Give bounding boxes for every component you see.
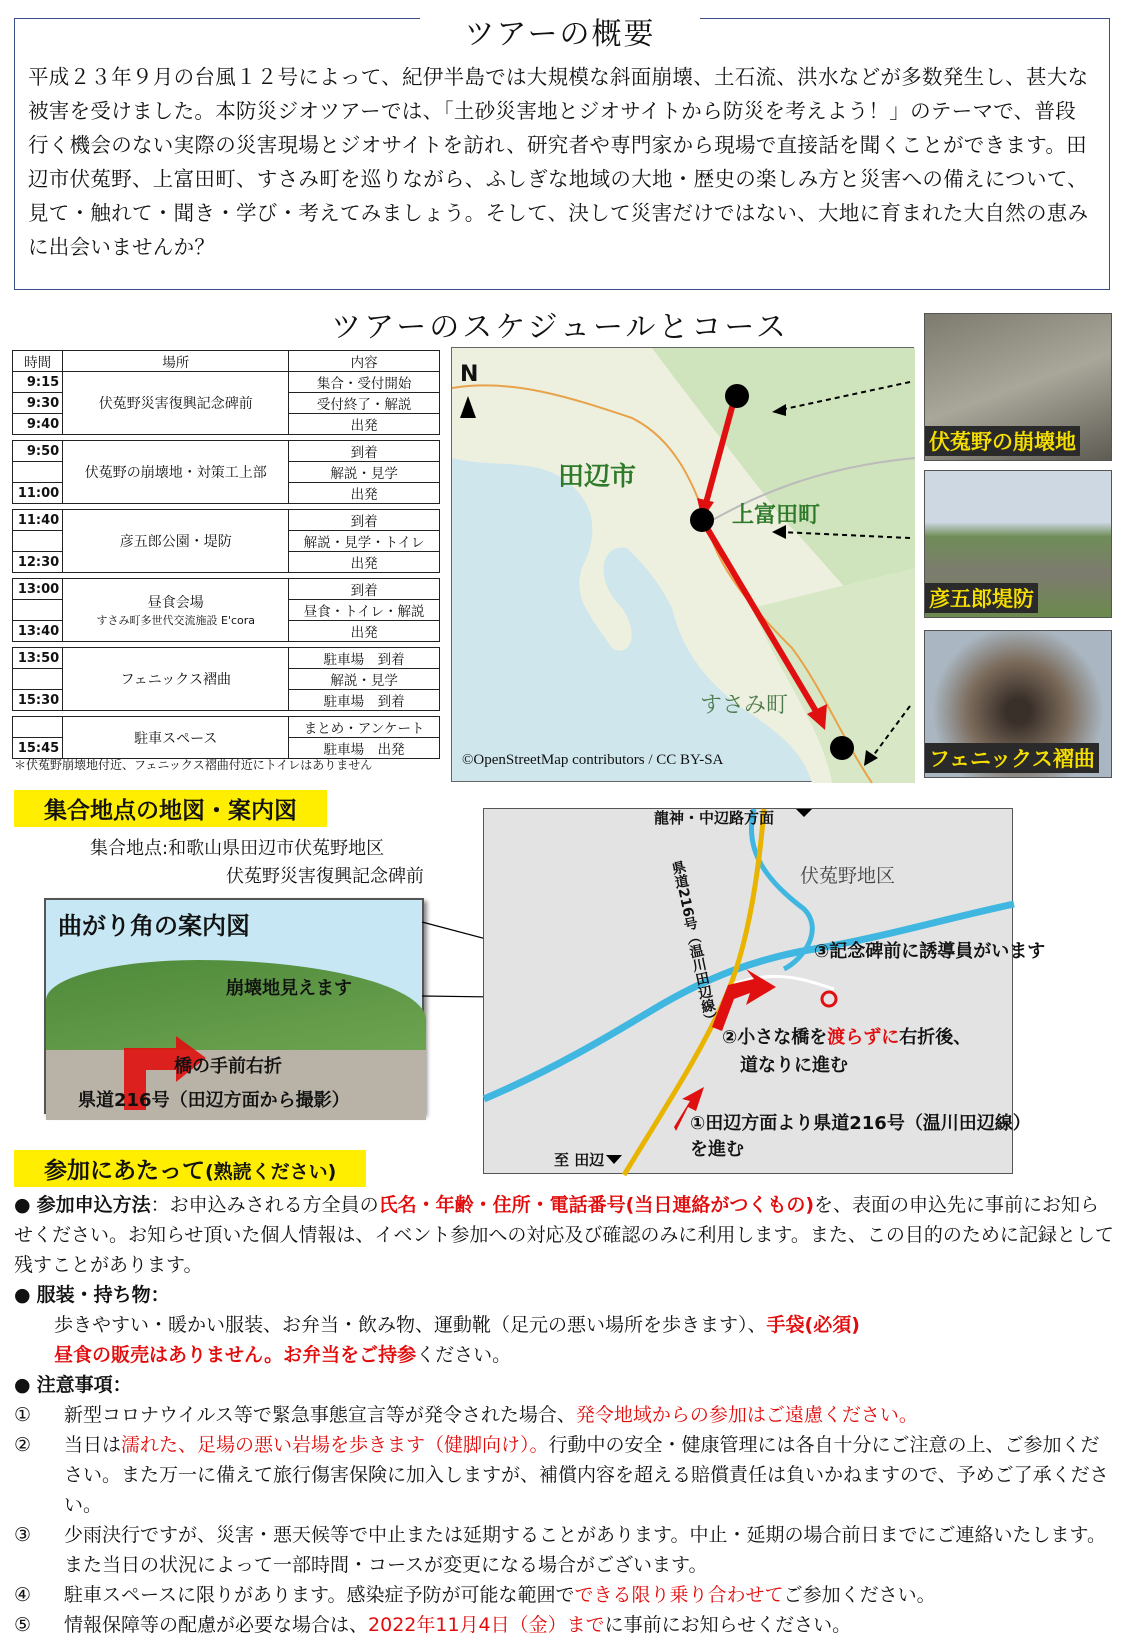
time-cell: 12:30	[13, 552, 63, 573]
content-cell: 出発	[289, 621, 440, 642]
map-label-kamitonda: 上富田町	[732, 503, 821, 528]
time-cell: 15:45	[13, 738, 63, 759]
time-cell	[13, 669, 63, 690]
content-cell: 昼食・トイレ・解説	[289, 600, 440, 621]
photo-landslide	[924, 313, 1112, 461]
time-cell	[13, 462, 63, 483]
content-cell: 集合・受付開始	[289, 372, 440, 393]
content-cell: 解説・見学	[289, 462, 440, 483]
time-cell: 13:40	[13, 621, 63, 642]
caution-text: 新型コロナウイルス等で緊急事態宣言等が発令された場合、	[64, 1404, 576, 1426]
district-label: 伏菟野地区	[800, 865, 896, 887]
caution-red: 発令地域からの参加はご遠慮ください。	[575, 1404, 918, 1426]
content-cell: 出発	[289, 483, 440, 504]
time-cell: 13:00	[13, 579, 63, 600]
content-cell: 出発	[289, 552, 440, 573]
participation-heading	[14, 1150, 366, 1187]
content-cell: 受付終了・解説	[289, 393, 440, 414]
time-cell: 11:00	[13, 483, 63, 504]
time-cell: 9:15	[13, 372, 63, 393]
step-2-text: ②小さな橋を	[722, 1027, 828, 1048]
content-cell: 解説・見学・トイレ	[289, 531, 440, 552]
content-cell: 出発	[289, 414, 440, 435]
caution-red: 濡れた、足場の悪い岩場を歩きます（健脚向け）。	[121, 1434, 549, 1456]
north-label: N	[460, 362, 479, 387]
table-row	[13, 441, 440, 462]
apply-text: ：お申込みされる方全員の	[150, 1194, 379, 1216]
wear-head: 服装・持ち物：	[36, 1284, 170, 1306]
meeting-map	[483, 808, 1046, 1174]
direction-marker-south	[606, 1155, 622, 1164]
caution-text: に事前にお知らせください。	[604, 1614, 852, 1636]
map-top-label: 龍神・中辺路方面	[654, 809, 775, 827]
pointer-arrows	[760, 370, 920, 770]
meeting-heading: 集合地点の地図・案内図	[14, 790, 327, 827]
wear-red: 昼食の販売はありません。お弁当をご持参	[54, 1344, 417, 1366]
time-cell: 9:50	[13, 441, 63, 462]
table-row	[13, 717, 440, 738]
apply-text: を、表面の申込先に事前にお知らせください。お知らせ頂いた個人情報は、イベント参加への対応及び確認のみに利用します。また、この目的のために記録として残すことがあります。	[14, 1194, 1114, 1276]
time-cell: 11:40	[13, 510, 63, 531]
place-name: 昼食会場	[147, 595, 204, 611]
place-cell: 伏菟野災害復興記念碑前	[63, 372, 289, 435]
table-row	[13, 510, 440, 531]
place-cell: フェニックス褶曲	[63, 648, 289, 711]
step-1: ①田辺方面より県道216号（温川田辺線）	[690, 1113, 1031, 1134]
caution-red: できる限り乗り合わせて	[574, 1584, 784, 1606]
apply-head: 参加申込方法	[36, 1194, 151, 1216]
header-content: 内容	[289, 351, 440, 372]
time-cell: 9:30	[13, 393, 63, 414]
caution-text: 少雨決行ですが、災害・悪天候等で中止または延期することがあります。中止・延期の場合前日までにご連絡いたします。また当日の状況によって一部時間・コースが変更になる場合がございます。	[64, 1524, 1106, 1576]
content-cell: 駐車場 出発	[289, 738, 440, 759]
corner-label-landslide: 崩壊地見えます	[226, 978, 352, 999]
pointer-line-3	[870, 706, 910, 760]
content-cell: 解説・見学	[289, 669, 440, 690]
step-3: ③記念碑前に誘導員がいます	[814, 941, 1046, 962]
caution-text: ご参加ください。	[783, 1584, 936, 1606]
table-header-row	[13, 351, 440, 372]
meeting-point-icon	[822, 992, 836, 1006]
caution-red: 2022年11月4日（金）まで	[368, 1614, 605, 1636]
map-label-susami: すさみ町	[700, 693, 789, 718]
content-cell: 駐車場 到着	[289, 690, 440, 711]
caution-head: 注意事項：	[36, 1374, 132, 1396]
pointer-line-2	[780, 532, 910, 538]
participation-heading-sub: (熟読ください)	[205, 1161, 337, 1183]
photo-label: 彦五郎堤防	[925, 583, 1038, 613]
time-cell: 15:30	[13, 690, 63, 711]
caution-num: ③	[14, 1524, 32, 1546]
schedule-table	[12, 350, 440, 759]
stop-marker-2	[690, 508, 714, 532]
table-row	[13, 372, 440, 393]
participation-notes	[14, 1190, 1114, 1640]
wear-red: 手袋(必須)	[766, 1314, 860, 1336]
time-cell: 13:50	[13, 648, 63, 669]
table-row	[13, 579, 440, 600]
table-row	[13, 648, 440, 669]
map-credit: ©OpenStreetMap contributors / CC BY-SA	[462, 752, 724, 768]
content-cell: 到着	[289, 510, 440, 531]
pointer-head-1	[772, 404, 786, 416]
corner-caption: 県道216号（田辺方面から撮影）	[78, 1090, 350, 1111]
pointer-head-2	[772, 525, 786, 539]
participation-heading-text: 参加にあたって	[44, 1158, 205, 1184]
caution-section: ● 注意事項：	[14, 1374, 132, 1396]
stop-marker-1	[725, 384, 749, 408]
step-1-line2: を進む	[690, 1139, 744, 1160]
header-time: 時間	[13, 351, 63, 372]
corner-label-turn: 橋の手前右折	[174, 1056, 282, 1077]
caution-num: ②	[14, 1434, 32, 1456]
wear-line-1	[14, 1310, 1114, 1340]
caution-text: 情報保障等の配慮が必要な場合は、	[64, 1614, 369, 1636]
place-sub: すさみ町多世代交流施設 E'cora	[96, 614, 256, 627]
caution-item	[14, 1610, 1114, 1640]
caution-item	[14, 1520, 1114, 1580]
time-cell	[13, 717, 63, 738]
caution-num: ⑤	[14, 1614, 32, 1636]
apply-section: ● 参加申込方法：お申込みされる方全員の氏名・年齢・住所・電話番号(当日連絡がつくもの)を、表面の申込先に事前にお知らせください。お知らせ頂いた個人情報は、イベント参加への対応及び確認のみに利用します。また、この目的のために記録として残すことがあります。	[14, 1194, 1114, 1276]
content-cell: まとめ・アンケート	[289, 717, 440, 738]
place-cell	[63, 579, 289, 642]
route-label: 県道216号（温川田辺線）	[668, 859, 720, 1029]
step-2-red: 渡らずに	[827, 1027, 900, 1048]
schedule-title: ツアーのスケジュールとコース	[331, 310, 789, 345]
photo-levee	[924, 470, 1112, 618]
wear-section: ● 服装・持ち物：	[14, 1284, 170, 1306]
pointer-line-1	[780, 382, 910, 410]
caution-text: 駐車スペースに限りがあります。感染症予防が可能な範囲で	[64, 1584, 575, 1606]
time-cell	[13, 531, 63, 552]
map-bottom-label: 至 田辺	[554, 1151, 605, 1169]
step-2-text: 右折後、	[899, 1027, 972, 1048]
caution-num: ①	[14, 1404, 32, 1426]
content-cell: 駐車場 到着	[289, 648, 440, 669]
caution-item	[14, 1400, 1114, 1430]
wear-text: 歩きやすい・暖かい服装、お弁当・飲み物、運動靴（足元の悪い場所を歩きます）、	[54, 1314, 767, 1336]
content-cell: 到着	[289, 579, 440, 600]
corner-guide	[44, 898, 424, 1114]
time-cell: 9:40	[13, 414, 63, 435]
time-cell	[13, 600, 63, 621]
caution-num: ④	[14, 1584, 32, 1606]
direction-marker-north	[796, 809, 812, 817]
map-label-tanabe: 田辺市	[558, 462, 637, 492]
meeting-line-2: 伏菟野災害復興記念碑前	[226, 866, 424, 887]
place-cell: 駐車スペース	[63, 717, 289, 759]
place-cell: 彦五郎公園・堤防	[63, 510, 289, 573]
photo-label: フェニックス褶曲	[925, 743, 1099, 773]
caution-text: 当日は	[64, 1434, 122, 1456]
caution-text: 行動中の安全・健康管理には各自十分にご注意の上、ご参加ください。また万一に備えて旅行傷害保険に加入しますが、補償内容を超える賠償責任は負いかねますので、予めご了承ください。	[64, 1434, 1109, 1516]
caution-item	[14, 1580, 1114, 1610]
wear-line-2	[14, 1340, 1114, 1370]
apply-red: 氏名・年齢・住所・電話番号(当日連絡がつくもの)	[378, 1194, 815, 1216]
step-2	[722, 1023, 971, 1049]
meeting-line-1: 集合地点:和歌山県田辺市伏菟野地区	[90, 838, 385, 859]
step-2-line2: 道なりに進む	[740, 1055, 848, 1076]
corner-title: 曲がり角の案内図	[58, 912, 250, 940]
place-cell: 伏菟野の崩壊地・対策工上部	[63, 441, 289, 504]
photo-label: 伏菟野の崩壊地	[925, 426, 1080, 456]
table-note: ＊伏菟野崩壊地付近、フェニックス褶曲付近にトイレはありません	[14, 758, 373, 772]
overview-text: 平成２３年９月の台風１２号によって、紀伊半島では大規模な斜面崩壊、土石流、洪水などが多数発生し、甚大な被害を受けました。本防災ジオツアーでは、「土砂災害地とジオサイトから防災を考えよう！」のテーマで、普段行く機会のない実際の災害現場とジオサイトを訪れ、研究者や専門家から現場で直接話を聞くことができます。田辺市伏菟野、上富田町、すさみ町を巡りながら、ふしぎな地域の大地・歴史の楽しみ方と災害への備えについて、見て・触れて・聞き・学び・考えてみましょう。そして、決して災害だけではない、大地に育まれた大自然の恵みに出会いませんか？	[28, 65, 1089, 259]
photo-phoenix-fold	[924, 630, 1112, 778]
caution-item	[14, 1430, 1114, 1520]
overview-title: ツアーの概要	[420, 14, 700, 56]
wear-text: ください。	[416, 1344, 512, 1366]
header-place: 場所	[63, 351, 289, 372]
content-cell: 到着	[289, 441, 440, 462]
